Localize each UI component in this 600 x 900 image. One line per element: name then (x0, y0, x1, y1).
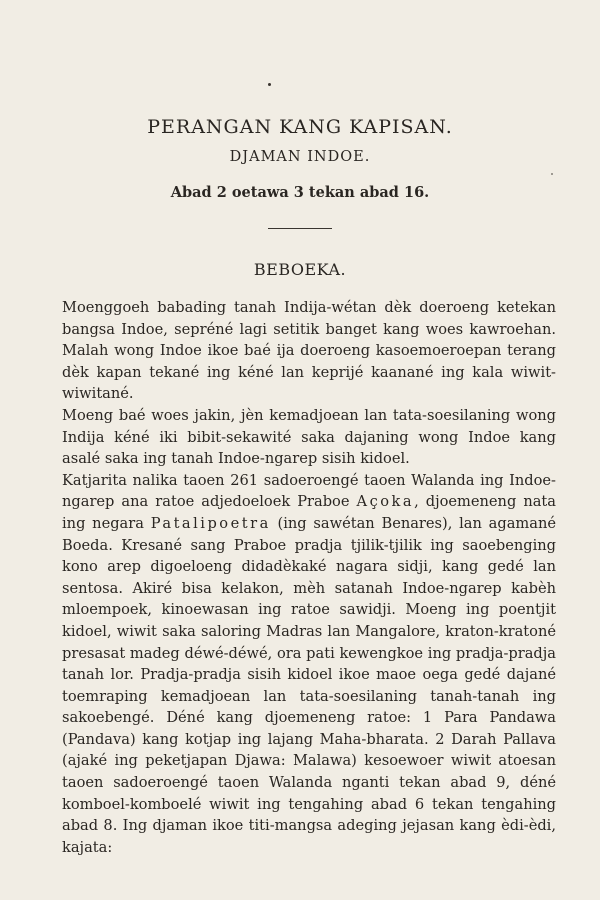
chapter-subtitle: DJAMAN INDOE. (229, 149, 371, 165)
chapter-title: PERANGAN KANG KAPISAN. (147, 116, 453, 138)
paragraph (62, 470, 556, 859)
section-heading: BEBOEKA. (253, 260, 347, 279)
spaced-name: Açoka (356, 493, 415, 511)
divider-rule (268, 228, 332, 229)
ink-speck (551, 173, 553, 175)
paragraph-text: (ing sawétan Benares), lan agamané Boeda. Kresané sang Praboe pradja tjilik-tjilik ing saoebenging kono arep digoeloeng didadèkaké nagara sidji, kang gedé lan sentosa. Akiré bisa kelakon, mèh satanah Indoe-ngarep kabèh mloempoek, kinoewasan ing ratoe sawidji. Moeng ing poentjit kidoel, wiwit saka saloring Madras lan Mangalore, kraton-kratoné presasat madeg déwé-déwé, ora pati kewengkoe ing pradja-pradja tanah lor. Pradja-pradja sisih kidoel ikoe maoe oega gedé dajané toemraping kemadjoean lan tata-soesilaning tanah-tanah ing sakoebengé. Déné kang djoemeneng ratoe: 1 Para Pandawa (Pandava) kang kotjap ing lajang Maha-bharata. 2 Darah Pallava (ajaké ing peketjapan Djawa: Malawa) kesoewoer wiwit atoesan taoen sadoeroengé taoen Walanda nganti tekan abad 9, déné komboel-komboelé wiwit ing tengahing abad 6 tekan tengahing abad 8. Ing djaman ikoe titi-mangsa adeging jejasan kang èdi-èdi, kajata: (62, 514, 556, 856)
paragraph-text: Katjarita nalika taoen 261 sadoeroengé taoen Walanda ing Indoe-ngarep ana ratoe adjedoeloek Praboe (62, 471, 556, 511)
paragraph: Moenggoeh babading tanah Indija-wétan dèk doeroeng ketekan bangsa Indoe, sepréné lagi setitik banget kang woes kawroehan. Malah wong Indoe ikoe baé ija doeroeng kasoemoeroepan terang dèk kapan tekané ing kéné lan keprijé kaanané ing kala wiwit-wiwitané. (62, 299, 556, 403)
spaced-name: Patalipoetra (150, 514, 271, 532)
paragraph-text: , djoemeneng nata ing negara (62, 493, 557, 532)
paragraph: Moeng baé woes jakin, jèn kemadjoean lan tata-soesilaning wong Indija kéné iki bibit-sekawité saka dajaning wong Indoe kang asalé saka ing tanah Indoe-ngarep sisih kidoel. (62, 406, 556, 468)
period-line: Abad 2 oetawa 3 tekan abad 16. (170, 184, 430, 201)
ink-speck (268, 83, 271, 86)
body-text (62, 297, 556, 858)
